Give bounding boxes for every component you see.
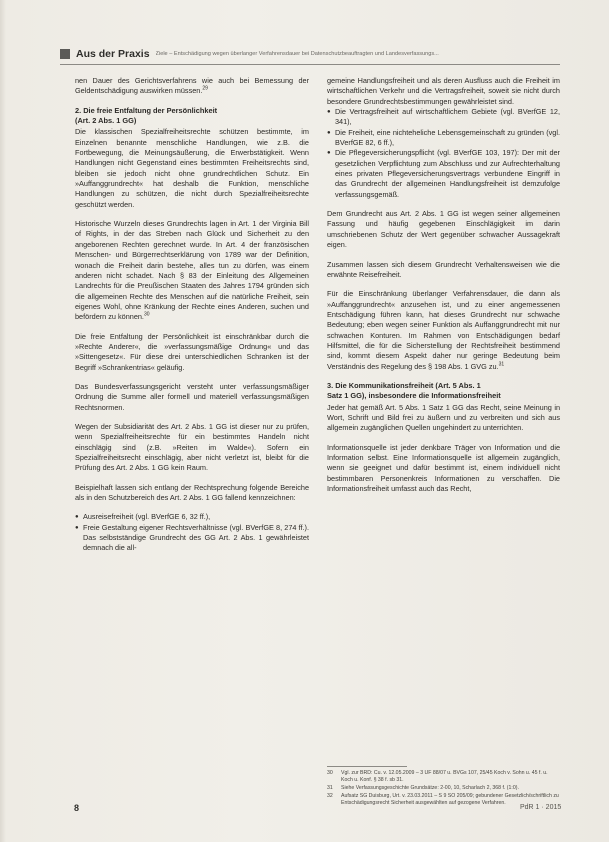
right-paragraph: Zusammen lassen sich diesem Grundrecht Verhaltensweisen wie die erwähnte Reisefreiheit. bbox=[327, 259, 560, 279]
footnote-number: 31 bbox=[327, 785, 333, 792]
list-item: ● Die Pflegeversicherungspflicht (vgl. BVerfGE 103, 197): Der mit der gesetzlichen Verpflichtung zum Abschluss und zur Aufrechterhaltung eines privaten Pflegeversicherungsvertrags verbundene Eingriff in das Grundrecht der allgemeinen Handlungsfreiheit ist demzufolge verfassungsgemäß. bbox=[327, 148, 560, 200]
footnote-ref: 29 bbox=[202, 85, 208, 92]
list-item: ● Freie Gestaltung eigener Rechtsverhältnisse (vgl. BVerfGE 8, 274 ff.). Das selbstständige Grundrecht des GG Art. 2 Abs. 1 gewährleistet demnach die all- bbox=[75, 523, 309, 554]
section-2-heading-line1: 2. Die freie Entfaltung der Persönlichkeit bbox=[75, 105, 218, 115]
left-paragraph: Das Bundesverfassungsgericht versteht unter verfassungsmäßiger Ordnung die Summe aller formell und materiell verfassungsmäßigen Rechtsnormen. bbox=[75, 381, 309, 412]
section-3-heading-line2: Satz 1 GG), insbesondere die Informationsfreiheit bbox=[327, 391, 501, 401]
right-paragraph bbox=[327, 289, 560, 372]
left-paragraph: Beispielhaft lassen sich entlang der Rechtsprechung folgende Bereiche als in den Schutzbereich des Art. 2 Abs. 1 GG fallend kennzeichnen: bbox=[75, 482, 309, 503]
running-header bbox=[60, 46, 560, 62]
list-item: ● Ausreisefreiheit (vgl. BVerfGE 6, 32 ff.), bbox=[75, 512, 309, 522]
footnote-text: Vgl. zur BRD: Cu. v. 12.05.2009 – 3 UF 88/07 u. BVGs 107, 25/45 Koch v. Sohn u. 45 f. u. Koch u. Konf. § 38 f. sb 31. bbox=[341, 770, 548, 784]
left-intro-text: nen Dauer des Gerichtsverfahrens wie auch bei Bemessung der Geldentschädigung auswirken müssen. bbox=[75, 76, 309, 96]
journal-issue: PdR 1 · 2015 bbox=[520, 804, 562, 811]
right-continued-paragraph: gemeine Handlungsfreiheit und als deren Ausfluss auch die Freiheit im wirtschaftlichen Verkehr und die Vertragsfreiheit, soweit sie nicht durch besondere Grundrechtsbestimmungen gewährleistet sind. bbox=[327, 76, 560, 106]
header-subtitle: Ziele – Entschädigung wegen überlanger Verfahrensdauer bei Datenschutzbeauftragten und Landesverfassungs... bbox=[155, 51, 439, 57]
header-square-icon bbox=[60, 49, 70, 59]
footnote-number: 30 bbox=[327, 770, 333, 776]
list-item: ● Die Freiheit, eine nichteheliche Lebensgemeinschaft zu gründen (vgl. BVerfGE 82, 6 ff.), bbox=[327, 128, 560, 149]
footnote bbox=[327, 770, 560, 784]
right-paragraph: Informationsquelle ist jeder denkbare Träger von Information und die Information selbst. Eine Informationsquelle ist allgemein zugänglich, wenn sie geeignet und dafür bestimmt ist, einem individuell nicht bestimmbaren Personenkreis Informationen zu verschaffen. Die Informationsfreiheit umfasst auch das Recht, bbox=[327, 442, 560, 494]
right-paragraph: Dem Grundrecht aus Art. 2 Abs. 1 GG ist wegen seiner allgemeinen Fassung und häufig gegebenen Einschlägigkeit im darin umschriebenen Schutz der Wert gegenüber schwacher Aussagekraft eigen. bbox=[327, 209, 560, 250]
left-paragraph: Die freie Entfaltung der Persönlichkeit ist einschränkbar durch die »Rechte Anderer«, die »verfassungsmäßige Ordnung« und das »Sittengesetz«. Für diese drei unterschiedlichen Schranken ist der Begriff »Schrankentrias« geläufig. bbox=[75, 331, 309, 372]
section-2-heading bbox=[75, 106, 309, 127]
footnote-rule bbox=[327, 766, 407, 767]
page-number: 8 bbox=[74, 803, 80, 813]
footnotes bbox=[327, 770, 560, 808]
right-column bbox=[327, 76, 560, 503]
left-paragraph: Die klassischen Spezialfreiheitsrechte schützen bestimmte, im Einzelnen benannte menschliche Handlungen, wie z.B. die Fortbewegung, die Meinungsäußerung, die Erwerbstätigkeit. Wenn Handlungen nicht Gegenstand eines bestimmten Freiheitsrechts sind, bleiben sie jedoch nicht ohne grundrechtlichen Schutz. Ein »Auffanggrundrecht« hat deshalb die Funktion, menschliche Handlungen zu schützen, die nicht durch Spezialfreiheitsrechte geschützt werden. bbox=[75, 127, 309, 209]
footnote-ref: 30 bbox=[143, 311, 150, 318]
left-paragraph-text: Historische Wurzeln dieses Grundrechts lagen in Art. 1 der Virginia Bill of Rights, in der das Streben nach Glück und Sicherheit zu den angeborenen Rechten gerechnet wurde. In Art. 4 der französischen Menschen- und Bürgerrechtserklärung von 1789 war der Definition, wonach die Freiheit darin bestehe, alles tun zu dürfen, was einem anderen nicht schadet. Nach § 83 der Einleitung des Allgemeinen Landrechts für die Preußischen Staaten des Jahres 1794 gründen sich die allgemeinen Rechte des Menschen auf die natürliche Freiheit, sein eigenes Wohl, ohne Kränkung der Rechte eines Anderen, suchen und befördern zu können. bbox=[75, 219, 309, 322]
list-item: ● Die Vertragsfreiheit auf wirtschaftlichem Gebiete (vgl. BVerfGE 12, 341), bbox=[327, 107, 560, 128]
section-3-heading-line1: 3. Die Kommunikationsfreiheit (Art. 5 Abs. 1 bbox=[327, 380, 481, 390]
footnote bbox=[327, 785, 560, 792]
right-paragraph: Jeder hat gemäß Art. 5 Abs. 1 Satz 1 GG das Recht, seine Meinung in Wort, Schrift und Bild frei zu äußern und zu verbreiten und sich aus allgemein zugänglichen Quellen ungehindert zu unterrichten. bbox=[327, 402, 560, 433]
left-intro-paragraph bbox=[75, 76, 309, 97]
footnote-text: Aufsatz SG Duisburg, Urt. v. 23.03.2011 – S 9 SO 205/09; gebundener Gesetzlich/schriftlich zu Entschädigungsrecht Sicherheit ausgewählten auf gezogene Verfahren. bbox=[341, 793, 559, 807]
header-title: Aus der Praxis bbox=[76, 48, 150, 60]
footnote-ref: 31 bbox=[498, 361, 505, 368]
footnote-text: Siehe Verfassungsgeschichte Grundsätze: 2-00, 10, Scharlach 2, 368 f. (1:0). bbox=[341, 785, 519, 792]
left-bullet-list bbox=[75, 512, 309, 553]
right-bullet-list bbox=[327, 107, 560, 200]
section-3-heading bbox=[327, 381, 560, 402]
section-2-heading-line2: (Art. 2 Abs. 1 GG) bbox=[75, 116, 137, 126]
left-paragraph: Wegen der Subsidiarität des Art. 2 Abs. 1 GG ist dieser nur zu prüfen, wenn Spezialfreiheitsrechte für ein bestimmtes Handeln nicht einschlägig sind (z.B. »Reiten im Walde«). Sofern ein Spezialfreiheitsrecht einschlägig, aber nicht verletzt ist, bleibt für die Prüfung des Art. 2 Abs. 1 GG kein Raum. bbox=[75, 421, 309, 473]
left-column bbox=[75, 76, 309, 563]
left-paragraph bbox=[75, 219, 309, 322]
right-paragraph-text: Für die Einschränkung überlanger Verfahrensdauer, die dann als »Auffanggrundrecht« anzusehen ist, und zu einer angemessenen Entschädigung führen kann, hat dieses Grundrecht nur schwache Bedeutung; eben wegen seiner Funktion als Auffanggrundrecht mit nur schwachen Konturen. Im Rahmen von Entschädigungen bedarf Hilfsmittel, die für die Sicherstellung der Rechtsfreiheit bestimmend sind, kommt diesem Aspekt daher nur geringe Bedeutung beim Verständnis des Regelung des § 198 Abs. 1 GVG zu. bbox=[327, 289, 560, 371]
header-rule bbox=[60, 64, 560, 65]
footnote-number: 32 bbox=[327, 793, 333, 800]
